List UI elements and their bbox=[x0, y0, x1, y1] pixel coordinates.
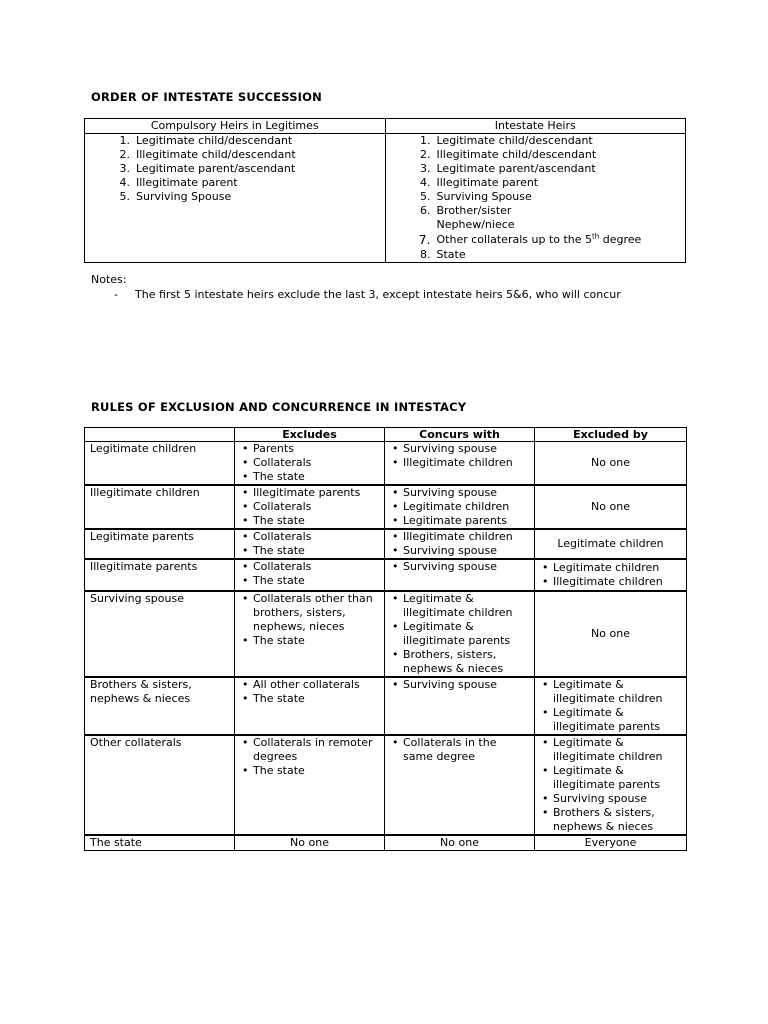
excludes-cell bbox=[235, 677, 385, 735]
list-item: 4. Illegitimate parent bbox=[119, 176, 238, 189]
list-item: • Legitimate & illegitimate parents bbox=[540, 706, 681, 734]
list-item: • The state bbox=[240, 634, 379, 648]
list-item: • Legitimate & illegitimate children bbox=[390, 592, 529, 620]
excluded-by-cell-list bbox=[540, 678, 681, 734]
excluded-by-cell bbox=[535, 677, 687, 735]
list-item: Nephew/niece bbox=[436, 218, 515, 231]
concurs-cell-list bbox=[390, 592, 529, 676]
concurs-cell bbox=[385, 591, 535, 677]
heir-cell: Other collaterals bbox=[85, 735, 235, 835]
note-dash: - bbox=[114, 288, 118, 301]
table-row bbox=[85, 559, 687, 591]
list-item: • Legitimate & illegitimate parents bbox=[540, 764, 681, 792]
excludes-cell: No one bbox=[235, 835, 385, 851]
excludes-cell-list bbox=[240, 678, 379, 706]
excludes-cell bbox=[235, 442, 385, 486]
excludes-cell-list bbox=[240, 442, 379, 484]
list-item: • The state bbox=[240, 692, 379, 706]
list-item: • Collaterals other than brothers, sisters, nephews, nieces bbox=[240, 592, 379, 634]
list-item: • Collaterals bbox=[240, 456, 379, 470]
concurs-cell bbox=[385, 735, 535, 835]
concurs-cell-list bbox=[390, 486, 529, 528]
list-item: • Collaterals bbox=[240, 500, 379, 514]
list-item: • Parents bbox=[240, 442, 379, 456]
list-item: • Brothers & sisters, nephews & nieces bbox=[540, 806, 681, 834]
excluded-by-cell-list bbox=[540, 561, 681, 589]
table-row bbox=[85, 591, 687, 677]
concurs-cell-list bbox=[390, 442, 529, 470]
list-item: 1. Legitimate child/descendant bbox=[420, 134, 593, 147]
concurs-cell-list bbox=[390, 560, 529, 574]
list-item: 3. Legitimate parent/ascendant bbox=[420, 162, 596, 175]
list-item: 6. Brother/sister bbox=[420, 204, 512, 217]
list-item: 2. Illegitimate child/descendant bbox=[420, 148, 597, 161]
intestate-heirs-cell bbox=[385, 134, 686, 263]
note-text: The first 5 intestate heirs exclude the last 3, except intestate heirs 5&6, who will concur bbox=[135, 288, 621, 301]
list-item: 1. Legitimate child/descendant bbox=[119, 134, 293, 147]
intestate-heirs-list bbox=[391, 134, 681, 262]
excluded-by-cell: No one bbox=[535, 485, 687, 529]
excludes-cell bbox=[235, 485, 385, 529]
list-item: • The state bbox=[240, 514, 379, 528]
list-item: 5. Surviving Spouse bbox=[420, 190, 532, 203]
heir-cell: Brothers & sisters, nephews & nieces bbox=[85, 677, 235, 735]
list-item: • Surviving spouse bbox=[390, 544, 529, 558]
heir-cell: Illegitimate children bbox=[85, 485, 235, 529]
list-item: 7. Other collaterals up to the 5th degree bbox=[418, 232, 642, 247]
excluded-by-cell: No one bbox=[535, 442, 687, 486]
excluded-by-cell: No one bbox=[535, 591, 687, 677]
table-row bbox=[85, 835, 687, 851]
compulsory-heirs-header: Compulsory Heirs in Legitimes bbox=[85, 119, 386, 134]
note-item bbox=[114, 288, 621, 301]
exclusion-concurrence-table bbox=[84, 427, 687, 851]
concurs-cell bbox=[385, 485, 535, 529]
table-row bbox=[85, 735, 687, 835]
heir-cell: Surviving spouse bbox=[85, 591, 235, 677]
list-item: • Surviving spouse bbox=[390, 560, 529, 574]
list-item: • Legitimate & illegitimate parents bbox=[390, 620, 529, 648]
list-item: • The state bbox=[240, 764, 379, 778]
exclusion-rules-title: RULES OF EXCLUSION AND CONCURRENCE IN INTESTACY bbox=[91, 400, 467, 414]
list-item: • The state bbox=[240, 470, 379, 484]
heir-cell: The state bbox=[85, 835, 235, 851]
header-heir bbox=[85, 428, 235, 442]
concurs-cell-list bbox=[390, 678, 529, 692]
list-item: • Legitimate children bbox=[390, 500, 529, 514]
list-item: • Surviving spouse bbox=[390, 486, 529, 500]
header-concurs-with: Concurs with bbox=[385, 428, 535, 442]
excludes-cell-list bbox=[240, 530, 379, 558]
intestate-heirs-header: Intestate Heirs bbox=[385, 119, 686, 134]
excludes-cell bbox=[235, 591, 385, 677]
list-item: • Illegitimate parents bbox=[240, 486, 379, 500]
header-excluded-by: Excluded by bbox=[535, 428, 687, 442]
concurs-cell bbox=[385, 559, 535, 591]
concurs-cell-list bbox=[390, 530, 529, 558]
concurs-cell-list bbox=[390, 736, 529, 764]
list-item: • Legitimate parents bbox=[390, 514, 529, 528]
table-row bbox=[85, 677, 687, 735]
list-item: • Legitimate & illegitimate children bbox=[540, 736, 681, 764]
heir-cell: Legitimate parents bbox=[85, 529, 235, 559]
excludes-cell-list bbox=[240, 736, 379, 778]
list-item: • Collaterals in the same degree bbox=[390, 736, 529, 764]
excluded-by-cell: Everyone bbox=[535, 835, 687, 851]
concurs-cell: No one bbox=[385, 835, 535, 851]
list-item: • Collaterals bbox=[240, 530, 379, 544]
list-item: • Surviving spouse bbox=[390, 442, 529, 456]
list-item: • Illegitimate children bbox=[390, 530, 529, 544]
collaterals-label: Other collaterals up to the 5th degree bbox=[436, 232, 642, 246]
excludes-cell bbox=[235, 529, 385, 559]
heir-cell: Legitimate children bbox=[85, 442, 235, 486]
excluded-by-cell bbox=[535, 559, 687, 591]
excludes-cell-list bbox=[240, 560, 379, 588]
list-item: • The state bbox=[240, 574, 379, 588]
list-item: 5. Surviving Spouse bbox=[119, 190, 232, 203]
excluded-by-cell: Legitimate children bbox=[535, 529, 687, 559]
list-item: • Illegitimate children bbox=[390, 456, 529, 470]
excludes-cell bbox=[235, 559, 385, 591]
compulsory-heirs-cell bbox=[85, 134, 386, 263]
list-item: • Brothers, sisters, nephews & nieces bbox=[390, 648, 529, 676]
list-item: 8. State bbox=[420, 248, 466, 261]
list-item: • All other collaterals bbox=[240, 678, 379, 692]
concurs-cell bbox=[385, 677, 535, 735]
excludes-cell bbox=[235, 735, 385, 835]
table-row bbox=[85, 529, 687, 559]
header-excludes: Excludes bbox=[235, 428, 385, 442]
list-item: • Legitimate children bbox=[540, 561, 681, 575]
notes-label: Notes: bbox=[91, 273, 127, 286]
list-item: 4. Illegitimate parent bbox=[420, 176, 539, 189]
excludes-cell-list bbox=[240, 486, 379, 528]
list-item: • Legitimate & illegitimate children bbox=[540, 678, 681, 706]
compulsory-heirs-list bbox=[90, 134, 380, 204]
excluded-by-cell-list bbox=[540, 736, 681, 834]
intestate-succession-table bbox=[84, 118, 686, 263]
table-row bbox=[85, 485, 687, 529]
excluded-by-cell bbox=[535, 735, 687, 835]
list-item: • Illegitimate children bbox=[540, 575, 681, 589]
concurs-cell bbox=[385, 529, 535, 559]
list-item: • Surviving spouse bbox=[540, 792, 681, 806]
succession-order-title: ORDER OF INTESTATE SUCCESSION bbox=[91, 90, 322, 104]
list-item: 2. Illegitimate child/descendant bbox=[119, 148, 296, 161]
excludes-cell-list bbox=[240, 592, 379, 648]
concurs-cell bbox=[385, 442, 535, 486]
list-item: • The state bbox=[240, 544, 379, 558]
list-item: • Collaterals bbox=[240, 560, 379, 574]
list-item: • Surviving spouse bbox=[390, 678, 529, 692]
table-row bbox=[85, 442, 687, 486]
list-item: • Collaterals in remoter degrees bbox=[240, 736, 379, 764]
list-item: 3. Legitimate parent/ascendant bbox=[119, 162, 296, 175]
heir-cell: Illegitimate parents bbox=[85, 559, 235, 591]
